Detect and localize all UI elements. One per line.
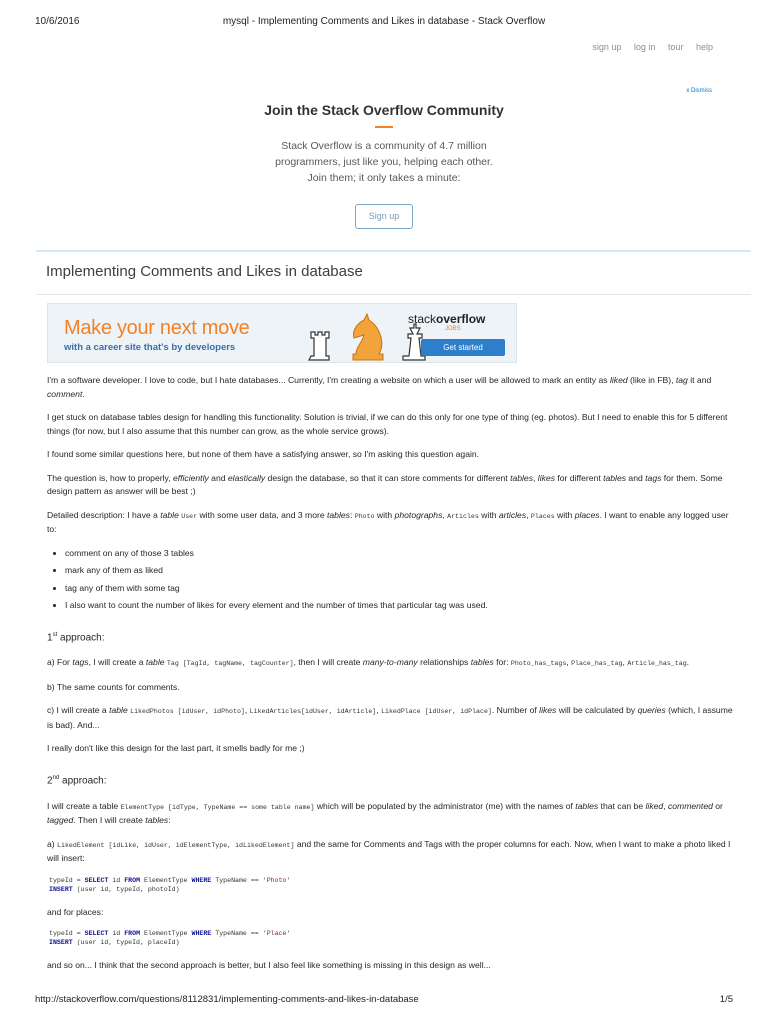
join-banner xyxy=(0,102,768,229)
ad-subline: with a career site that's by developers xyxy=(64,342,236,353)
code-block: typeId = SELECT id FROM ElementType WHERE TypeName == 'Place' INSERT (user id, typeId, placeId) xyxy=(49,930,291,947)
jobs-label: JOBS xyxy=(445,326,461,332)
jobs-ad[interactable] xyxy=(47,303,517,363)
get-started-button[interactable]: Get started xyxy=(421,339,505,356)
paragraph: I really don't like this design for the last part, it smells badly for me ;) xyxy=(47,743,305,754)
list-item: • I also want to count the number of likes for every element and the number of times that particular tag was used. xyxy=(65,599,737,613)
paragraph: c) I will create a table LikedPhotos [idUser, idPhoto], LikedArticles[idUser, idArticle], LikedPlace [idUser, idPlace]. Number of likes will be calculated by queries (which, I assume is bad). And... xyxy=(47,705,733,730)
paragraph: I get stuck on database tables design for handling this functionality. Solution is trivial, if we can do this only for one type of thing (eg. photos). But I need to enable this for 5 different things (for now, but I also assume that this number can grow, as the whole service grows). xyxy=(47,412,728,436)
banner-line-3: Join them; it only takes a minute: xyxy=(307,172,461,184)
paragraph: b) The same counts for comments. xyxy=(47,681,180,692)
banner-line-2: programmers, just like you, helping each other. xyxy=(275,156,493,168)
requirements-list xyxy=(65,547,737,613)
banner-title: Join the Stack Overflow Community xyxy=(264,102,504,118)
list-item: • comment on any of those 3 tables xyxy=(65,547,737,561)
divider xyxy=(36,250,751,252)
paragraph: a) For tags, I will create a table Tag [TagId, tagName, tagCounter], then I will create many-to-many relationships tables for: Photo_has_tags, Place_has_tag, Article_has_tag. xyxy=(47,657,690,668)
paragraph: I'm a software developer. I love to code, but I hate databases... Currently, I'm creating a website on which a user will be allowed to mark an entity as liked (like in FB), tag it and comment. xyxy=(47,375,712,399)
print-date: 10/6/2016 xyxy=(35,16,80,27)
help-link[interactable]: help xyxy=(695,42,713,52)
list-item: • tag any of them with some tag xyxy=(65,582,737,596)
paragraph: and so on... I think that the second approach is better, but I also feel like something is missing in this design as well... xyxy=(47,960,491,971)
paragraph: I found some similar questions here, but none of them have a satisfying answer, so I'm asking this question again. xyxy=(47,449,480,459)
approach-1-heading: 1st approach: xyxy=(47,631,105,643)
dismiss-link[interactable]: x Dismiss xyxy=(686,88,712,94)
ad-headline: Make your next move xyxy=(64,317,250,339)
question-body xyxy=(47,374,737,983)
paragraph: The question is, how to properly, efficiently and elastically design the database, so that it can store comments for different tables, likes for different tables and tags for them. Some design pattern as answer will be best ;) xyxy=(47,472,723,496)
top-nav xyxy=(582,42,713,52)
code-block: typeId = SELECT id FROM ElementType WHERE TypeName == 'Photo' INSERT (user id, typeId, photoId) xyxy=(49,876,291,893)
login-link[interactable]: log in xyxy=(633,42,656,52)
tour-link[interactable]: tour xyxy=(667,42,684,52)
print-page-number: 1/5 xyxy=(719,994,733,1005)
signup-button[interactable]: Sign up xyxy=(355,204,413,229)
approach-2-heading: 2nd approach: xyxy=(47,774,107,787)
signup-link[interactable]: sign up xyxy=(592,42,622,52)
stackoverflow-logo: stackoverflow xyxy=(408,312,486,326)
paragraph: a) LikedElement [idLike, idUser, idElementType, idLikedElement] and the same for Comments and Tags with the proper columns for each. Now, when I want to make a photo liked I will insert: xyxy=(47,838,731,864)
divider xyxy=(36,294,751,295)
question-title[interactable]: Implementing Comments and Likes in database xyxy=(46,263,363,280)
paragraph: and for places: xyxy=(47,906,104,917)
banner-line-1: Stack Overflow is a community of 4.7 million xyxy=(281,140,487,152)
print-title: mysql - Implementing Comments and Likes in database - Stack Overflow xyxy=(222,16,546,27)
banner-accent-bar xyxy=(375,126,393,128)
print-header xyxy=(35,16,733,30)
print-url: http://stackoverflow.com/questions/8112831/implementing-comments-and-likes-in-database xyxy=(35,994,419,1005)
paragraph: Detailed description: I have a table User with some user data, and 3 more tables: Photo with photographs, Articles with articles, Places with places. I want to enable any logged user to: xyxy=(47,509,729,534)
list-item: • mark any of them as liked xyxy=(65,564,737,578)
paragraph: I will create a table ElementType [idType, TypeName == some table name] which will be populated by the administrator (me) with the names of tables that can be liked, commented or tagged. Then I will create tables: xyxy=(47,800,723,826)
